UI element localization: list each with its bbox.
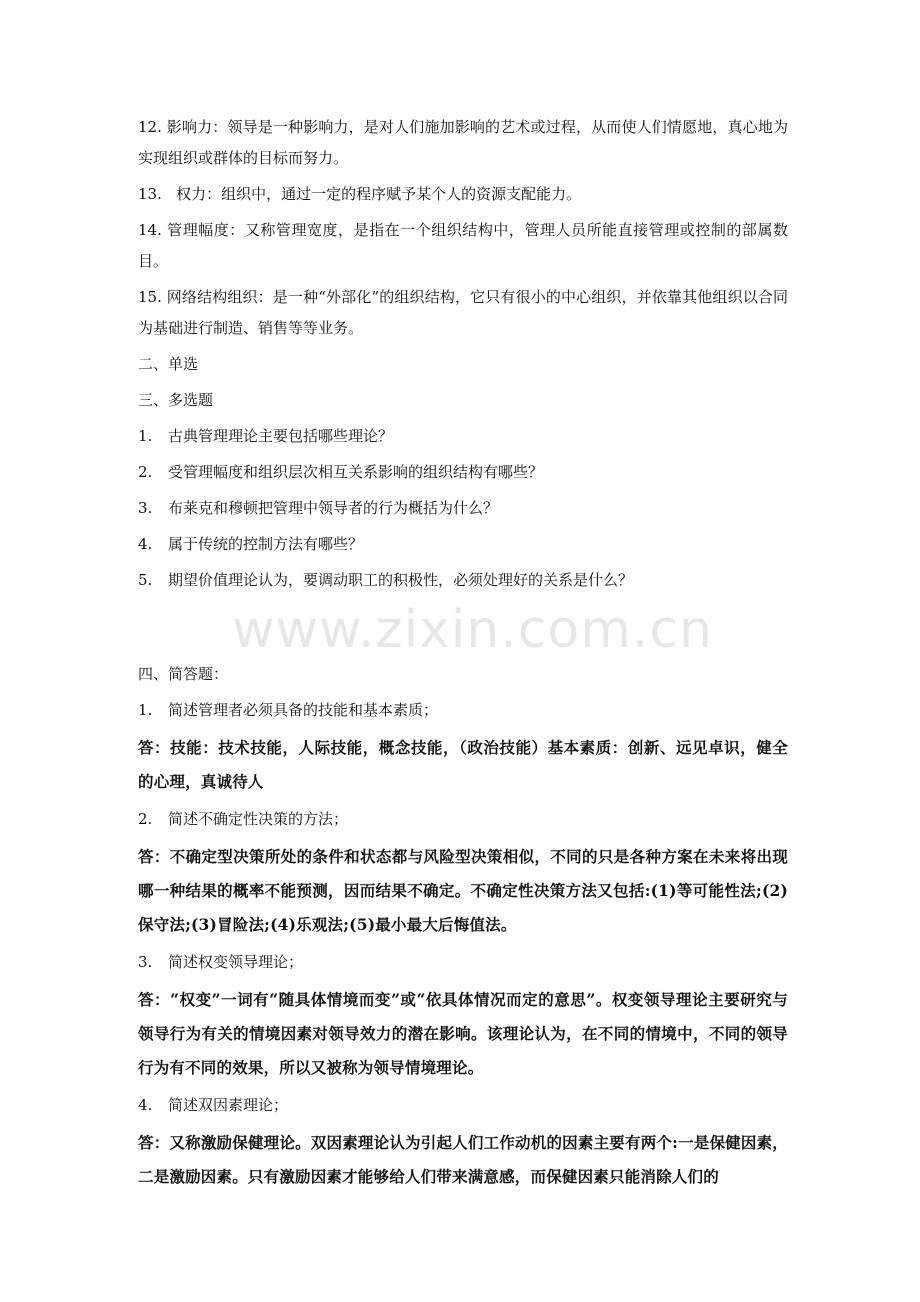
definition-14 bbox=[138, 215, 788, 277]
definition-number: 13. bbox=[138, 185, 162, 203]
question-text: 简述不确定性决策的方法； bbox=[168, 810, 349, 828]
definition-text: 管理幅度：又称管理宽度，是指在一个组织结构中，管理人员所能直接管理或控制的部属数目。 bbox=[138, 221, 788, 270]
question-text: 属于传统的控制方法有哪些？ bbox=[168, 535, 364, 553]
answer-text: 答：技能：技术技能，人际技能，概念技能，（政治技能）基本素质：创新、远见卓识，健全的心理，真诚待人 bbox=[138, 738, 788, 791]
short-answer-question bbox=[138, 947, 788, 978]
question-item bbox=[138, 421, 788, 452]
section-heading-single-choice: 二、单选 bbox=[138, 355, 199, 373]
question-number: 3. bbox=[138, 953, 153, 971]
question-item bbox=[138, 529, 788, 560]
definition-number: 14. bbox=[138, 221, 162, 239]
question-text: 简述权变领导理论； bbox=[168, 953, 304, 971]
definition-number: 15. bbox=[138, 288, 162, 306]
definition-text: 权力：组织中，通过一定的程序赋予某个人的资源支配能力。 bbox=[171, 185, 582, 203]
short-answer-question bbox=[138, 695, 788, 726]
question-number: 4. bbox=[138, 1096, 153, 1114]
question-text: 期望价值理论认为，要调动职工的积极性，必须处理好的关系是什么？ bbox=[168, 571, 634, 589]
short-answer-question bbox=[138, 804, 788, 835]
answer-text: 答：又称激励保健理论。双因素理论认为引起人们工作动机的因素主要有两个:一是保健因素，二是激励因素。只有激励因素才能够给人们带来满意感，而保健因素只能消除人们的 bbox=[138, 1133, 788, 1186]
section-heading-multi-choice: 三、多选题 bbox=[138, 391, 214, 409]
question-item bbox=[138, 565, 788, 596]
section-heading-short-answer: 四、简答题： bbox=[138, 665, 229, 683]
answer-text: 答：不确定型决策所处的条件和状态都与风险型决策相似，不同的只是各种方案在未来将出现哪一种结果的概率不能预测，因而结果不确定。不确定性决策方法又包括:(1)等可能性法;(2)保守法;(3)冒险法;(4)乐观法;(5)最小最大后悔值法。 bbox=[138, 847, 788, 934]
watermark: www.zixin.com.cn bbox=[232, 600, 713, 660]
answer-text: 答：“权变”一词有“随具体情境而变”或“依具体情况而定的意思”。权变领导理论主要研究与领导行为有关的情境因素对领导效力的潜在影响。该理论认为，在不同的情境中，不同的领导行为有不同的效果，所以又被称为领导情境理论。 bbox=[138, 990, 788, 1077]
question-number: 1. bbox=[138, 701, 153, 719]
spacer bbox=[138, 601, 788, 659]
question-text: 受管理幅度和组织层次相互关系影响的组织结构有哪些？ bbox=[168, 463, 544, 481]
short-answer-question bbox=[138, 1090, 788, 1121]
question-number: 2. bbox=[138, 810, 153, 828]
question-number: 5. bbox=[138, 571, 153, 589]
definition-13 bbox=[138, 179, 788, 210]
question-text: 简述双因素理论； bbox=[168, 1096, 289, 1114]
question-text: 简述管理者必须具备的技能和基本素质； bbox=[168, 701, 439, 719]
question-number: 2. bbox=[138, 463, 153, 481]
question-text: 布莱克和穆顿把管理中领导者的行为概括为什么？ bbox=[168, 499, 499, 517]
question-number: 3. bbox=[138, 499, 153, 517]
question-item bbox=[138, 493, 788, 524]
question-text: 古典管理理论主要包括哪些理论？ bbox=[168, 427, 394, 445]
document-body bbox=[138, 112, 788, 1199]
definition-number: 12. bbox=[138, 118, 162, 136]
definition-text: 网络结构组织：是一种“外部化”的组织结构，它只有很小的中心组织，并依靠其他组织以合同为基础进行制造、销售等等业务。 bbox=[138, 288, 788, 337]
question-item bbox=[138, 457, 788, 488]
definition-12 bbox=[138, 112, 788, 174]
definition-text: 影响力：领导是一种影响力，是对人们施加影响的艺术或过程，从而使人们情愿地，真心地为实现组织或群体的目标而努力。 bbox=[138, 118, 788, 167]
definition-15 bbox=[138, 282, 788, 344]
question-number: 1. bbox=[138, 427, 153, 445]
question-number: 4. bbox=[138, 535, 153, 553]
